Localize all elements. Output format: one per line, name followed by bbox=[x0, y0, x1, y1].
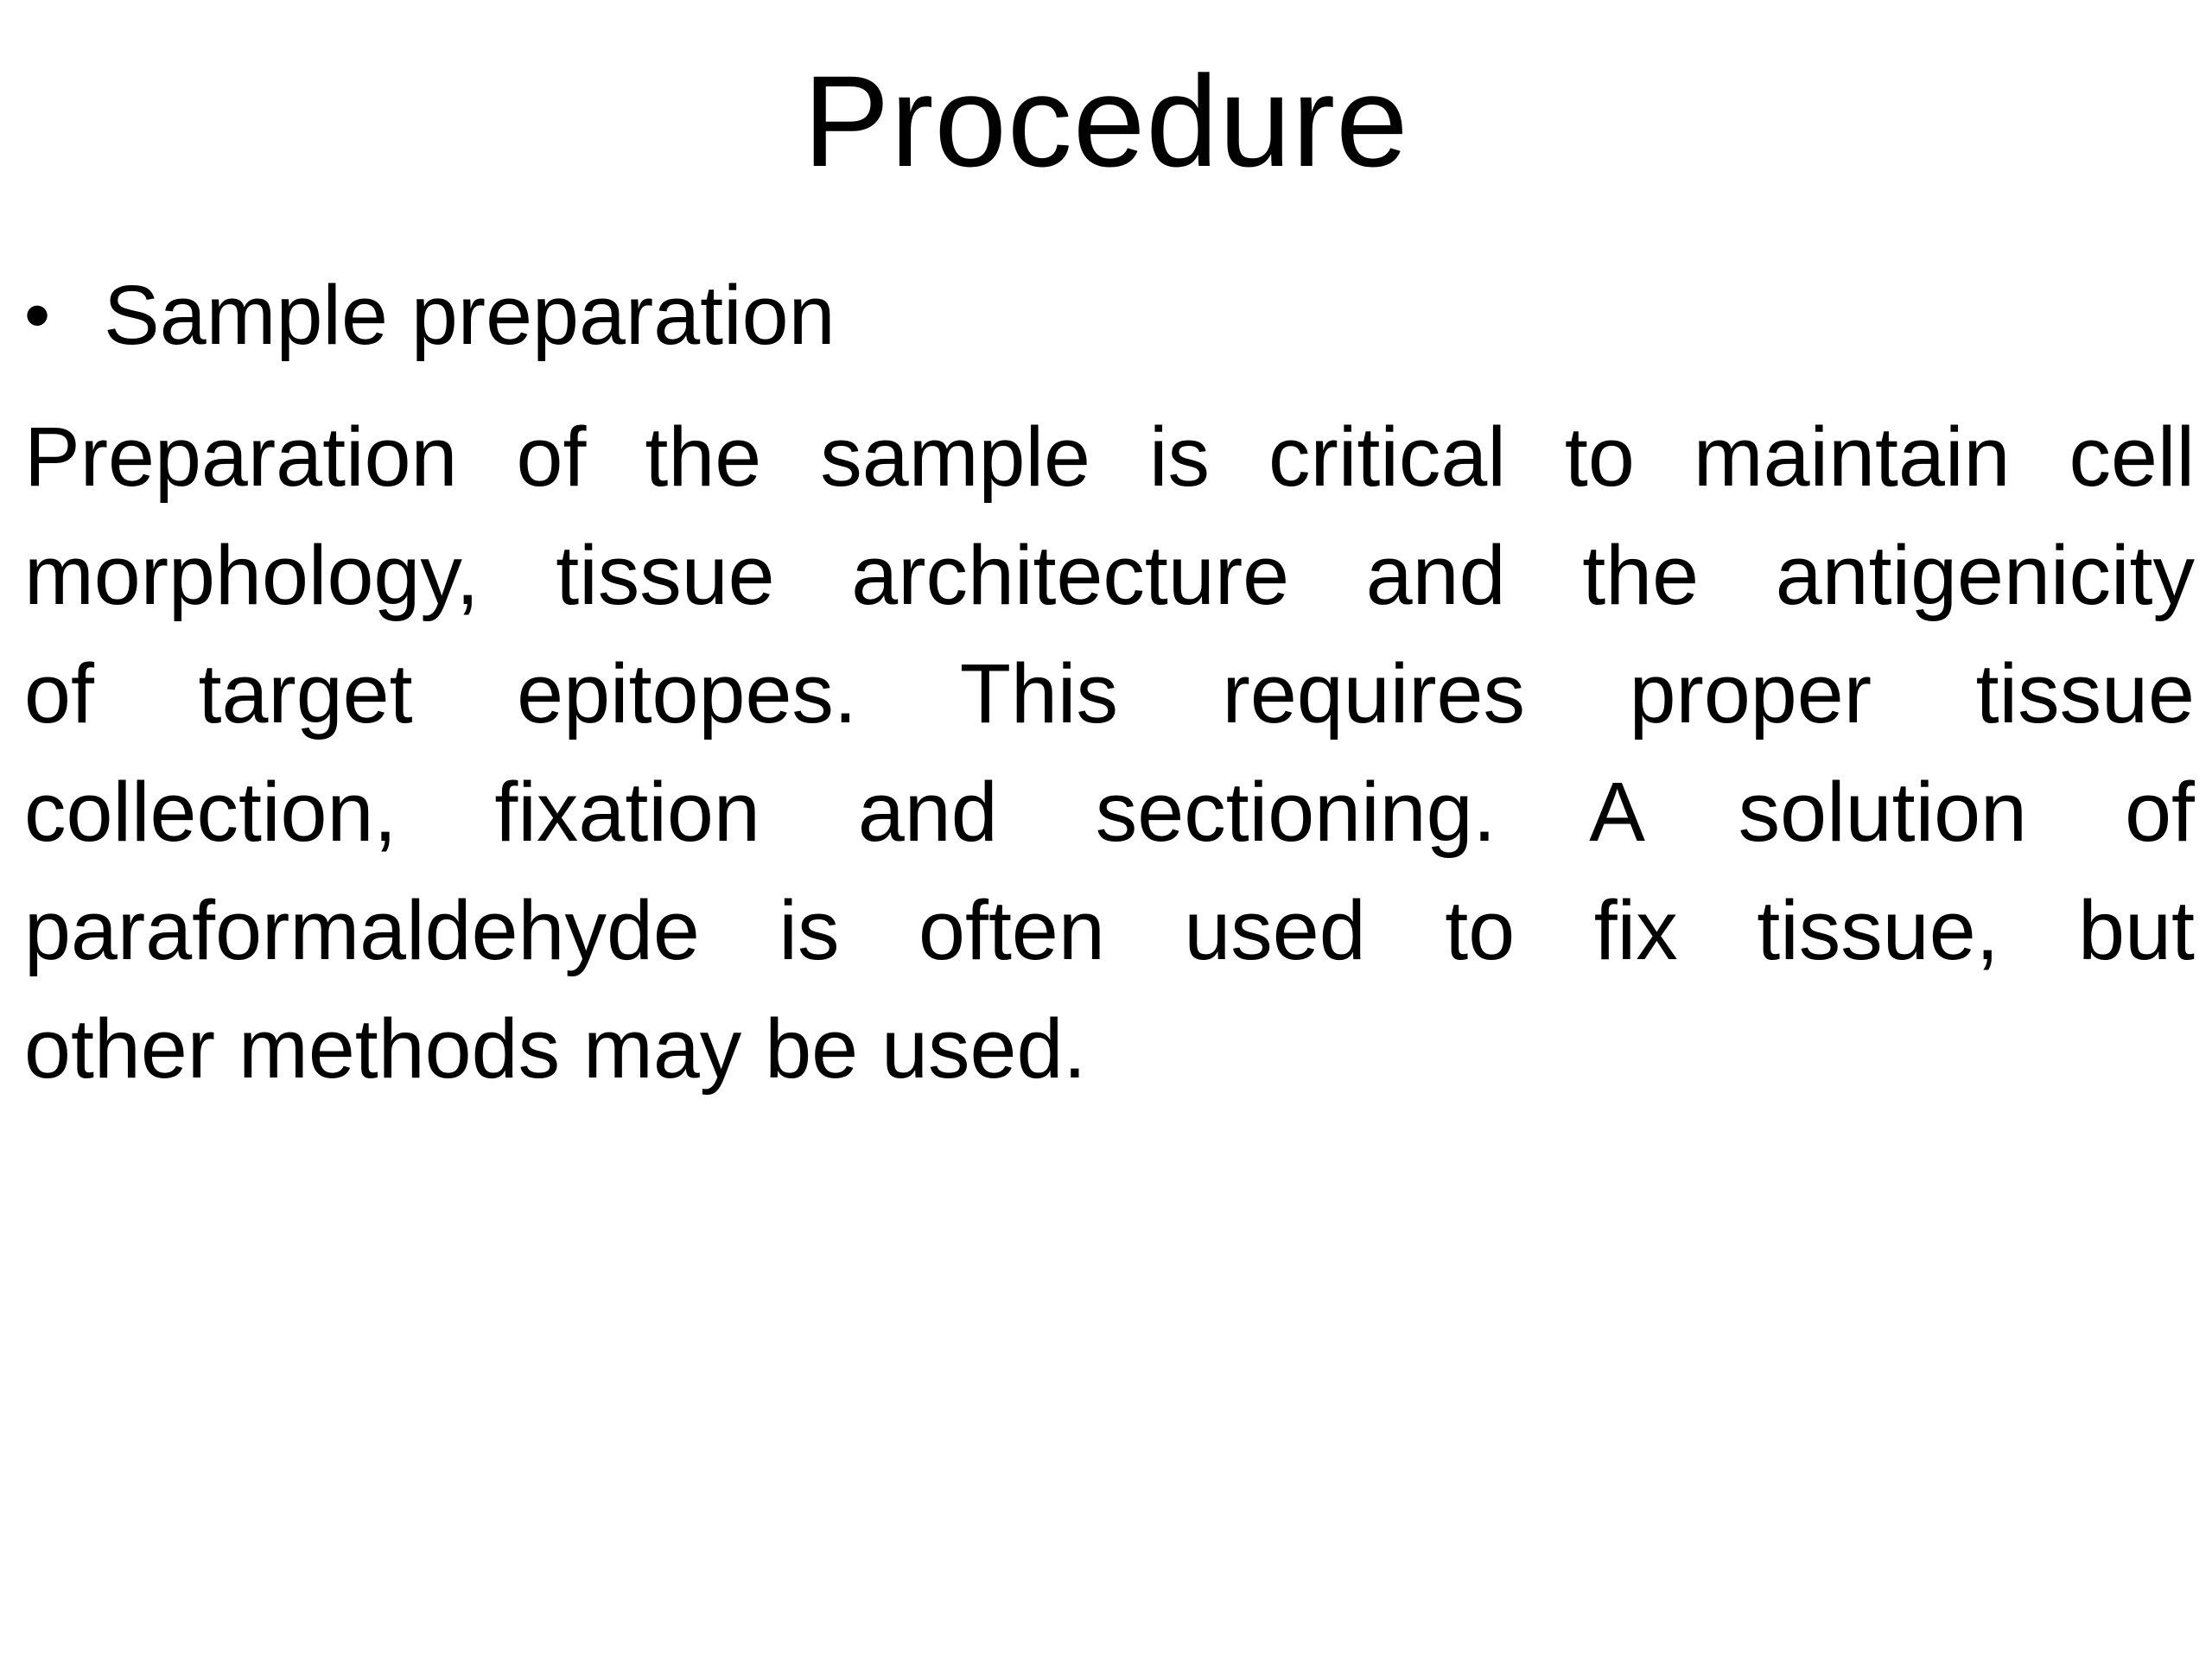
bullet-text: Sample preparation bbox=[104, 268, 836, 362]
paragraph-line: other methods may be used. bbox=[24, 1001, 1087, 1096]
body-paragraph bbox=[24, 397, 2195, 1108]
paragraph-line: of target epitopes. This requires proper tissue bbox=[24, 646, 2195, 741]
paragraph-line: collection, fixation and sectioning. A solution of bbox=[24, 765, 2195, 859]
paragraph-line: Preparation of the sample is critical to maintain cell bbox=[24, 410, 2195, 504]
paragraph-line: paraformaldehyde is often used to fix tissue, but bbox=[24, 883, 2195, 977]
bullet-item bbox=[24, 259, 836, 372]
slide-title: Procedure bbox=[803, 48, 1409, 194]
paragraph-line: morphology, tissue architecture and the antigenicity bbox=[24, 528, 2195, 622]
bullet-dot-icon: • bbox=[24, 274, 51, 357]
